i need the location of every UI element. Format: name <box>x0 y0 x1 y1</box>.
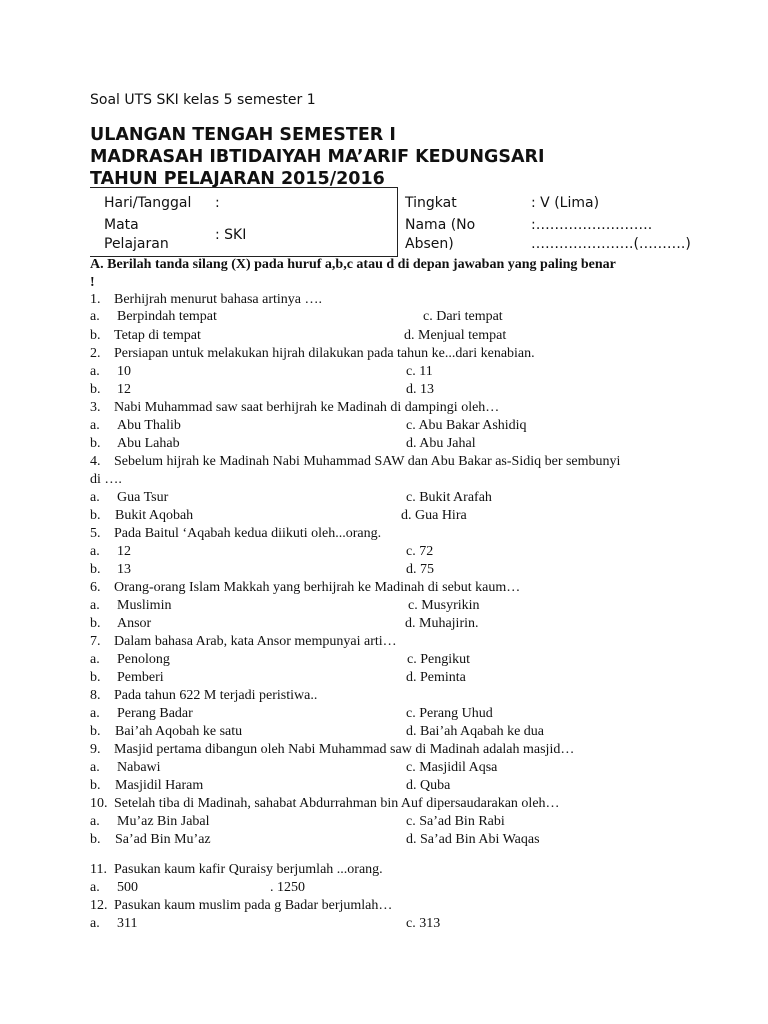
question-text: Masjid pertama dibangun oleh Nabi Muhammad saw di Madinah adalah masjid… <box>114 742 575 757</box>
question-text: Pasukan kaum muslim pada g Badar berjumlah… <box>114 898 393 913</box>
option-letter-a: a. <box>90 880 100 895</box>
question-text: Berhijrah menurut bahasa artinya …. <box>114 292 322 307</box>
question-number: 10. <box>90 796 108 811</box>
question-number: 12. <box>90 898 108 913</box>
option-letter-a: a. <box>90 598 100 613</box>
option-b: 12 <box>117 382 131 397</box>
option-letter-b: b. <box>90 832 101 847</box>
mapel-value: : SKI <box>215 227 247 243</box>
question-text: Persiapan untuk melakukan hijrah dilakukan pada tahun ke...dari kenabian. <box>114 346 535 361</box>
option-c: c. Perang Uhud <box>406 706 493 721</box>
option-c: . 1250 <box>270 880 305 895</box>
question-text: Pada Baitul ‘Aqabah kedua diikuti oleh...orang. <box>114 526 382 541</box>
option-letter-b: b. <box>90 724 101 739</box>
mapel-label: Mata <box>104 217 139 233</box>
option-b: Bukit Aqobah <box>115 508 194 523</box>
option-d: d. Menjual tempat <box>404 328 507 343</box>
option-d: d. 13 <box>406 382 434 397</box>
option-a: Nabawi <box>117 760 161 775</box>
nama-label: Nama (No <box>405 217 476 233</box>
option-a: Berpindah tempat <box>117 309 217 324</box>
option-a: 12 <box>117 544 131 559</box>
option-letter-b: b. <box>90 508 101 523</box>
option-c: c. Abu Bakar Ashidiq <box>406 418 527 433</box>
option-a: 311 <box>117 916 138 931</box>
option-letter-b: b. <box>90 670 101 685</box>
option-c: c. Dari tempat <box>423 309 503 324</box>
option-b: Sa’ad Bin Mu’az <box>115 832 211 847</box>
option-a: Gua Tsur <box>117 490 169 505</box>
tingkat-label: Tingkat <box>405 195 457 211</box>
academic-year: TAHUN PELAJARAN 2015/2016 <box>90 169 385 189</box>
option-c: c. Bukit Arafah <box>406 490 492 505</box>
option-c: c. 313 <box>406 916 441 931</box>
tingkat-value: : V (Lima) <box>531 195 600 211</box>
question-number: 3. <box>90 400 101 415</box>
option-letter-a: a. <box>90 652 100 667</box>
section-a-instruction-cont: ! <box>90 275 95 290</box>
option-letter-a: a. <box>90 418 100 433</box>
option-d: d. Sa’ad Bin Abi Waqas <box>406 832 540 847</box>
question-number: 8. <box>90 688 101 703</box>
question-text: Dalam bahasa Arab, kata Ansor mempunyai arti… <box>114 634 397 649</box>
option-b: Masjidil Haram <box>115 778 204 793</box>
option-a: 10 <box>117 364 131 379</box>
question-number: 2. <box>90 346 101 361</box>
option-d: d. Bai’ah Aqabah ke dua <box>406 724 545 739</box>
document-label: Soal UTS SKI kelas 5 semester 1 <box>90 92 316 108</box>
option-a: Muslimin <box>117 598 172 613</box>
option-letter-a: a. <box>90 309 100 324</box>
option-letter-b: b. <box>90 616 101 631</box>
question-text: Nabi Muhammad saw saat berhijrah ke Madinah di dampingi oleh… <box>114 400 500 415</box>
option-d: d. Quba <box>406 778 451 793</box>
option-letter-a: a. <box>90 760 100 775</box>
question-number: 5. <box>90 526 101 541</box>
option-letter-b: b. <box>90 328 101 343</box>
option-b: Pemberi <box>117 670 164 685</box>
question-text-continued: di …. <box>90 472 122 487</box>
option-letter-a: a. <box>90 916 100 931</box>
option-letter-b: b. <box>90 562 101 577</box>
question-text: Pasukan kaum kafir Quraisy berjumlah ...orang. <box>114 862 383 877</box>
option-d: d. Gua Hira <box>401 508 467 523</box>
option-b: Bai’ah Aqobah ke satu <box>115 724 243 739</box>
question-number: 7. <box>90 634 101 649</box>
option-letter-a: a. <box>90 706 100 721</box>
option-d: d. Abu Jahal <box>406 436 476 451</box>
option-a: Abu Thalib <box>117 418 181 433</box>
mapel-label-2: Pelajaran <box>104 236 169 252</box>
section-a-instruction: A. Berilah tanda silang (X) pada huruf a,b,c atau d di depan jawaban yang paling benar <box>90 257 616 272</box>
option-c: c. Pengikut <box>407 652 470 667</box>
option-d: d. 75 <box>406 562 434 577</box>
exam-title: ULANGAN TENGAH SEMESTER I <box>90 125 396 145</box>
option-b: Ansor <box>117 616 152 631</box>
question-number: 1. <box>90 292 101 307</box>
question-text: Orang-orang Islam Makkah yang berhijrah ke Madinah di sebut kaum… <box>114 580 521 595</box>
question-number: 4. <box>90 454 101 469</box>
option-c: c. Sa’ad Bin Rabi <box>406 814 505 829</box>
option-letter-b: b. <box>90 778 101 793</box>
option-letter-b: b. <box>90 382 101 397</box>
option-letter-a: a. <box>90 814 100 829</box>
question-text: Setelah tiba di Madinah, sahabat Abdurrahman bin Auf dipersaudarakan oleh… <box>114 796 560 811</box>
question-text: Sebelum hijrah ke Madinah Nabi Muhammad SAW dan Abu Bakar as-Sidiq ber sembunyi <box>114 454 621 469</box>
option-letter-b: b. <box>90 436 101 451</box>
option-d: d. Muhajirin. <box>405 616 479 631</box>
option-a: Perang Badar <box>117 706 193 721</box>
hari-label: Hari/Tanggal <box>104 195 192 211</box>
option-b: Tetap di tempat <box>114 328 201 343</box>
hari-value: : <box>215 195 220 211</box>
option-c: c. 11 <box>406 364 433 379</box>
option-c: c. Masjidil Aqsa <box>406 760 498 775</box>
option-a: Penolong <box>117 652 170 667</box>
option-b: Abu Lahab <box>117 436 180 451</box>
question-text: Pada tahun 622 M terjadi peristiwa.. <box>114 688 318 703</box>
option-d: d. Peminta <box>406 670 466 685</box>
option-c: c. Musyrikin <box>408 598 480 613</box>
question-number: 6. <box>90 580 101 595</box>
question-number: 11. <box>90 862 107 877</box>
nama-label-2: Absen) <box>405 236 454 252</box>
option-c: c. 72 <box>406 544 434 559</box>
option-b: 13 <box>117 562 131 577</box>
school-name: MADRASAH IBTIDAIYAH MA’ARIF KEDUNGSARI <box>90 147 545 167</box>
option-letter-a: a. <box>90 364 100 379</box>
absen-value: ………………….(……….) <box>531 236 691 252</box>
option-a: Mu’az Bin Jabal <box>117 814 210 829</box>
question-number: 9. <box>90 742 101 757</box>
option-letter-a: a. <box>90 544 100 559</box>
option-letter-a: a. <box>90 490 100 505</box>
option-a: 500 <box>117 880 138 895</box>
nama-value: :……………………. <box>531 217 653 233</box>
